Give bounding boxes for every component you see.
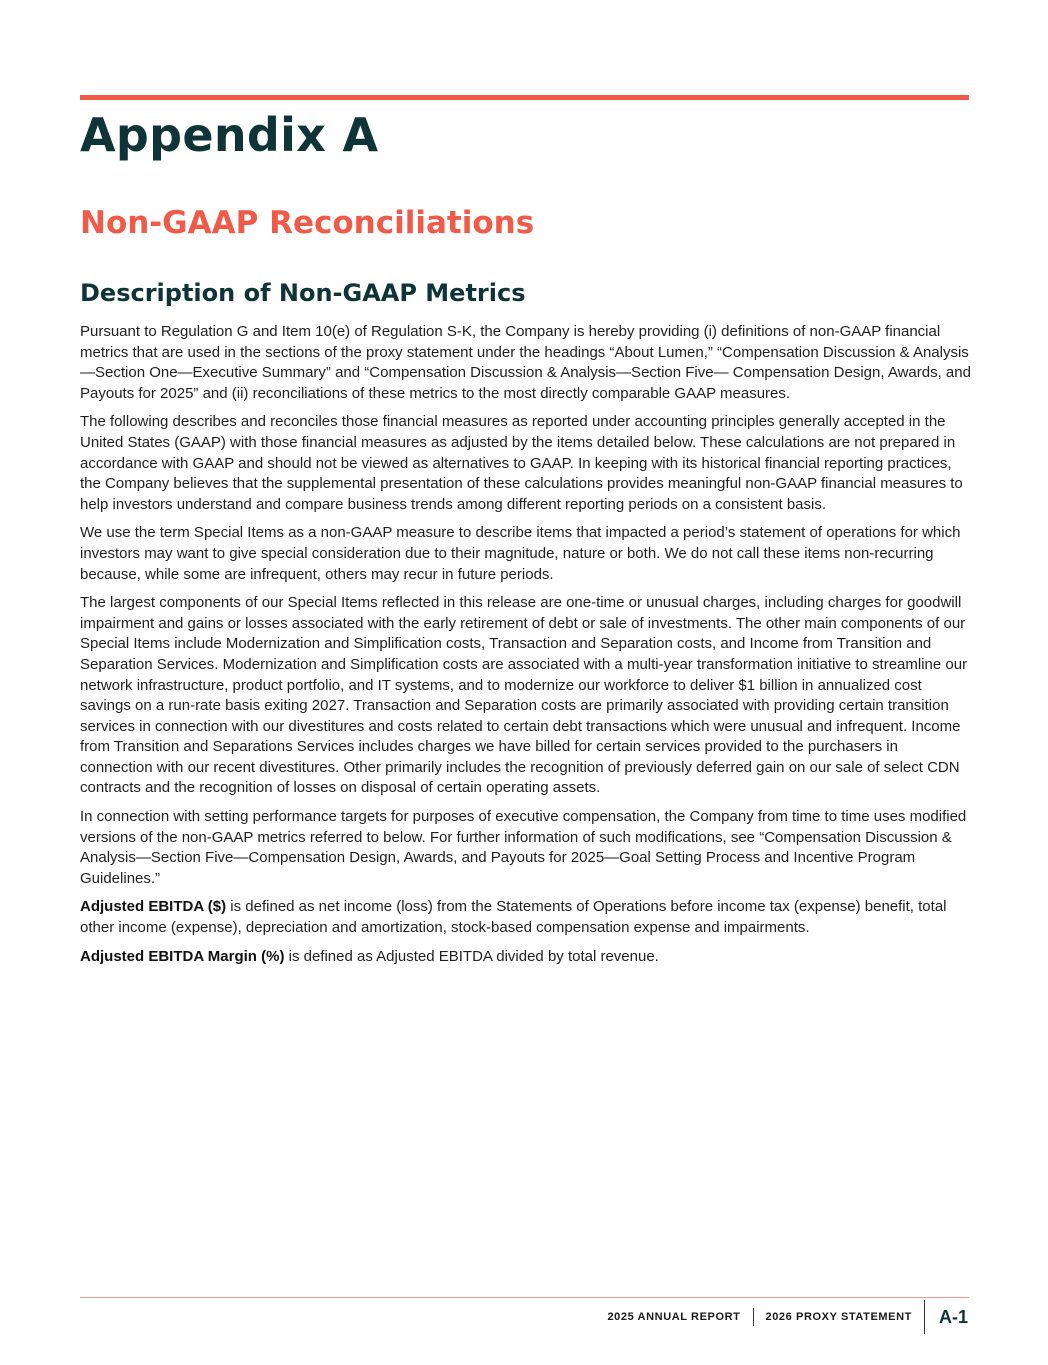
paragraph-performance-targets: In connection with setting performance targets for purposes of executive compensation, the Company from time to time uses modified versions of the non-GAAP metrics referred to below. For further information of such modifications, see “Compensation Discussion & Analysis—Section Five—Compensation Design, Awards, and Payouts for 2025—Goal Setting Process and Incentive Program Guidelines.”: [80, 808, 967, 887]
subsection-title: Description of Non-GAAP Metrics: [80, 279, 526, 307]
top-accent-rule: [80, 95, 969, 100]
appendix-title: Appendix A: [80, 108, 379, 162]
footer-proxy-statement: 2026 PROXY STATEMENT: [765, 1311, 912, 1323]
definition-adjusted-ebitda-margin: is defined as Adjusted EBITDA divided by total revenue.: [284, 947, 659, 965]
term-adjusted-ebitda: Adjusted EBITDA ($): [80, 898, 227, 916]
term-adjusted-ebitda-margin: Adjusted EBITDA Margin (%): [80, 947, 285, 965]
page-footer: [607, 1300, 968, 1334]
paragraph-special-items-components: The largest components of our Special Items reflected in this release are one-time or unusual charges, including charges for goodwill impairment and gains or losses associated with the early retirement of debt or sale of investments. The other main components of our Special Items include Modernization and Simplification costs, Transaction and Separation costs, and Income from Transition and Separation Services. Modernization and Simplification costs are associated with a multi-year transformation initiative to streamline our network infrastructure, product portfolio, and IT systems, and to modernize our workforce to deliver $1 billion in annualized cost savings on a run-rate basis exiting 2027. Transaction and Separation costs are primarily associated with providing certain transition services in connection with our divestitures and costs related to certain debt transactions which were unusual and infrequent. Income from Transition and Separations Services includes charges we have billed for certain services provided to the purchasers in connection with our recent divestitures. Other primarily includes the recognition of previously deferred gain on our sale of select CDN contracts and the recognition of losses on disposal of certain operating assets.: [80, 594, 968, 797]
page-number: A-1: [938, 1306, 968, 1327]
footer-page-divider: [924, 1300, 925, 1334]
body-text: [80, 322, 972, 975]
footer-divider: [753, 1308, 754, 1326]
footer-annual-report: 2025 ANNUAL REPORT: [607, 1311, 741, 1323]
definition-adjusted-ebitda: is defined as net income (loss) from the Statements of Operations before income tax (expense) benefit, total other income (expense), depreciation and amortization, stock-based compensation expense and impairments.: [80, 898, 947, 937]
paragraph-regulation: Pursuant to Regulation G and Item 10(e) of Regulation S-K, the Company is hereby providing (i) definitions of non-GAAP financial metrics that are used in the sections of the proxy statement under the headings “About Lumen,” “Compensation Discussion & Analysis—Section One—Executive Summary” and “Compensation Discussion & Analysis—Section Five— Compensation Design, Awards, and Payouts for 2025” and (ii) reconciliations of these metrics to the most directly comparable GAAP measures.: [80, 323, 971, 402]
paragraph-special-items: We use the term Special Items as a non-GAAP measure to describe items that impacted a period’s statement of operations for which investors may want to give special consideration due to their magnitude, nature or both. We do not call these items non-recurring because, while some are infrequent, others may recur in future periods.: [80, 524, 961, 583]
paragraph-adjusted-ebitda-margin: [80, 947, 972, 968]
section-title: Non-GAAP Reconciliations: [80, 205, 535, 241]
footer-rule: [80, 1297, 969, 1298]
paragraph-gaap-description: The following describes and reconciles those financial measures as reported under accounting principles generally accepted in the United States (GAAP) with those financial measures as adjusted by the items detailed below. These calculations are not prepared in accordance with GAAP and should not be viewed as alternatives to GAAP. In keeping with its historical financial reporting practices, the Company believes that the supplemental presentation of these calculations provides meaningful non-GAAP financial measures to help investors understand and compare business trends among different reporting periods on a consistent basis.: [80, 413, 963, 513]
paragraph-adjusted-ebitda: [80, 897, 972, 938]
